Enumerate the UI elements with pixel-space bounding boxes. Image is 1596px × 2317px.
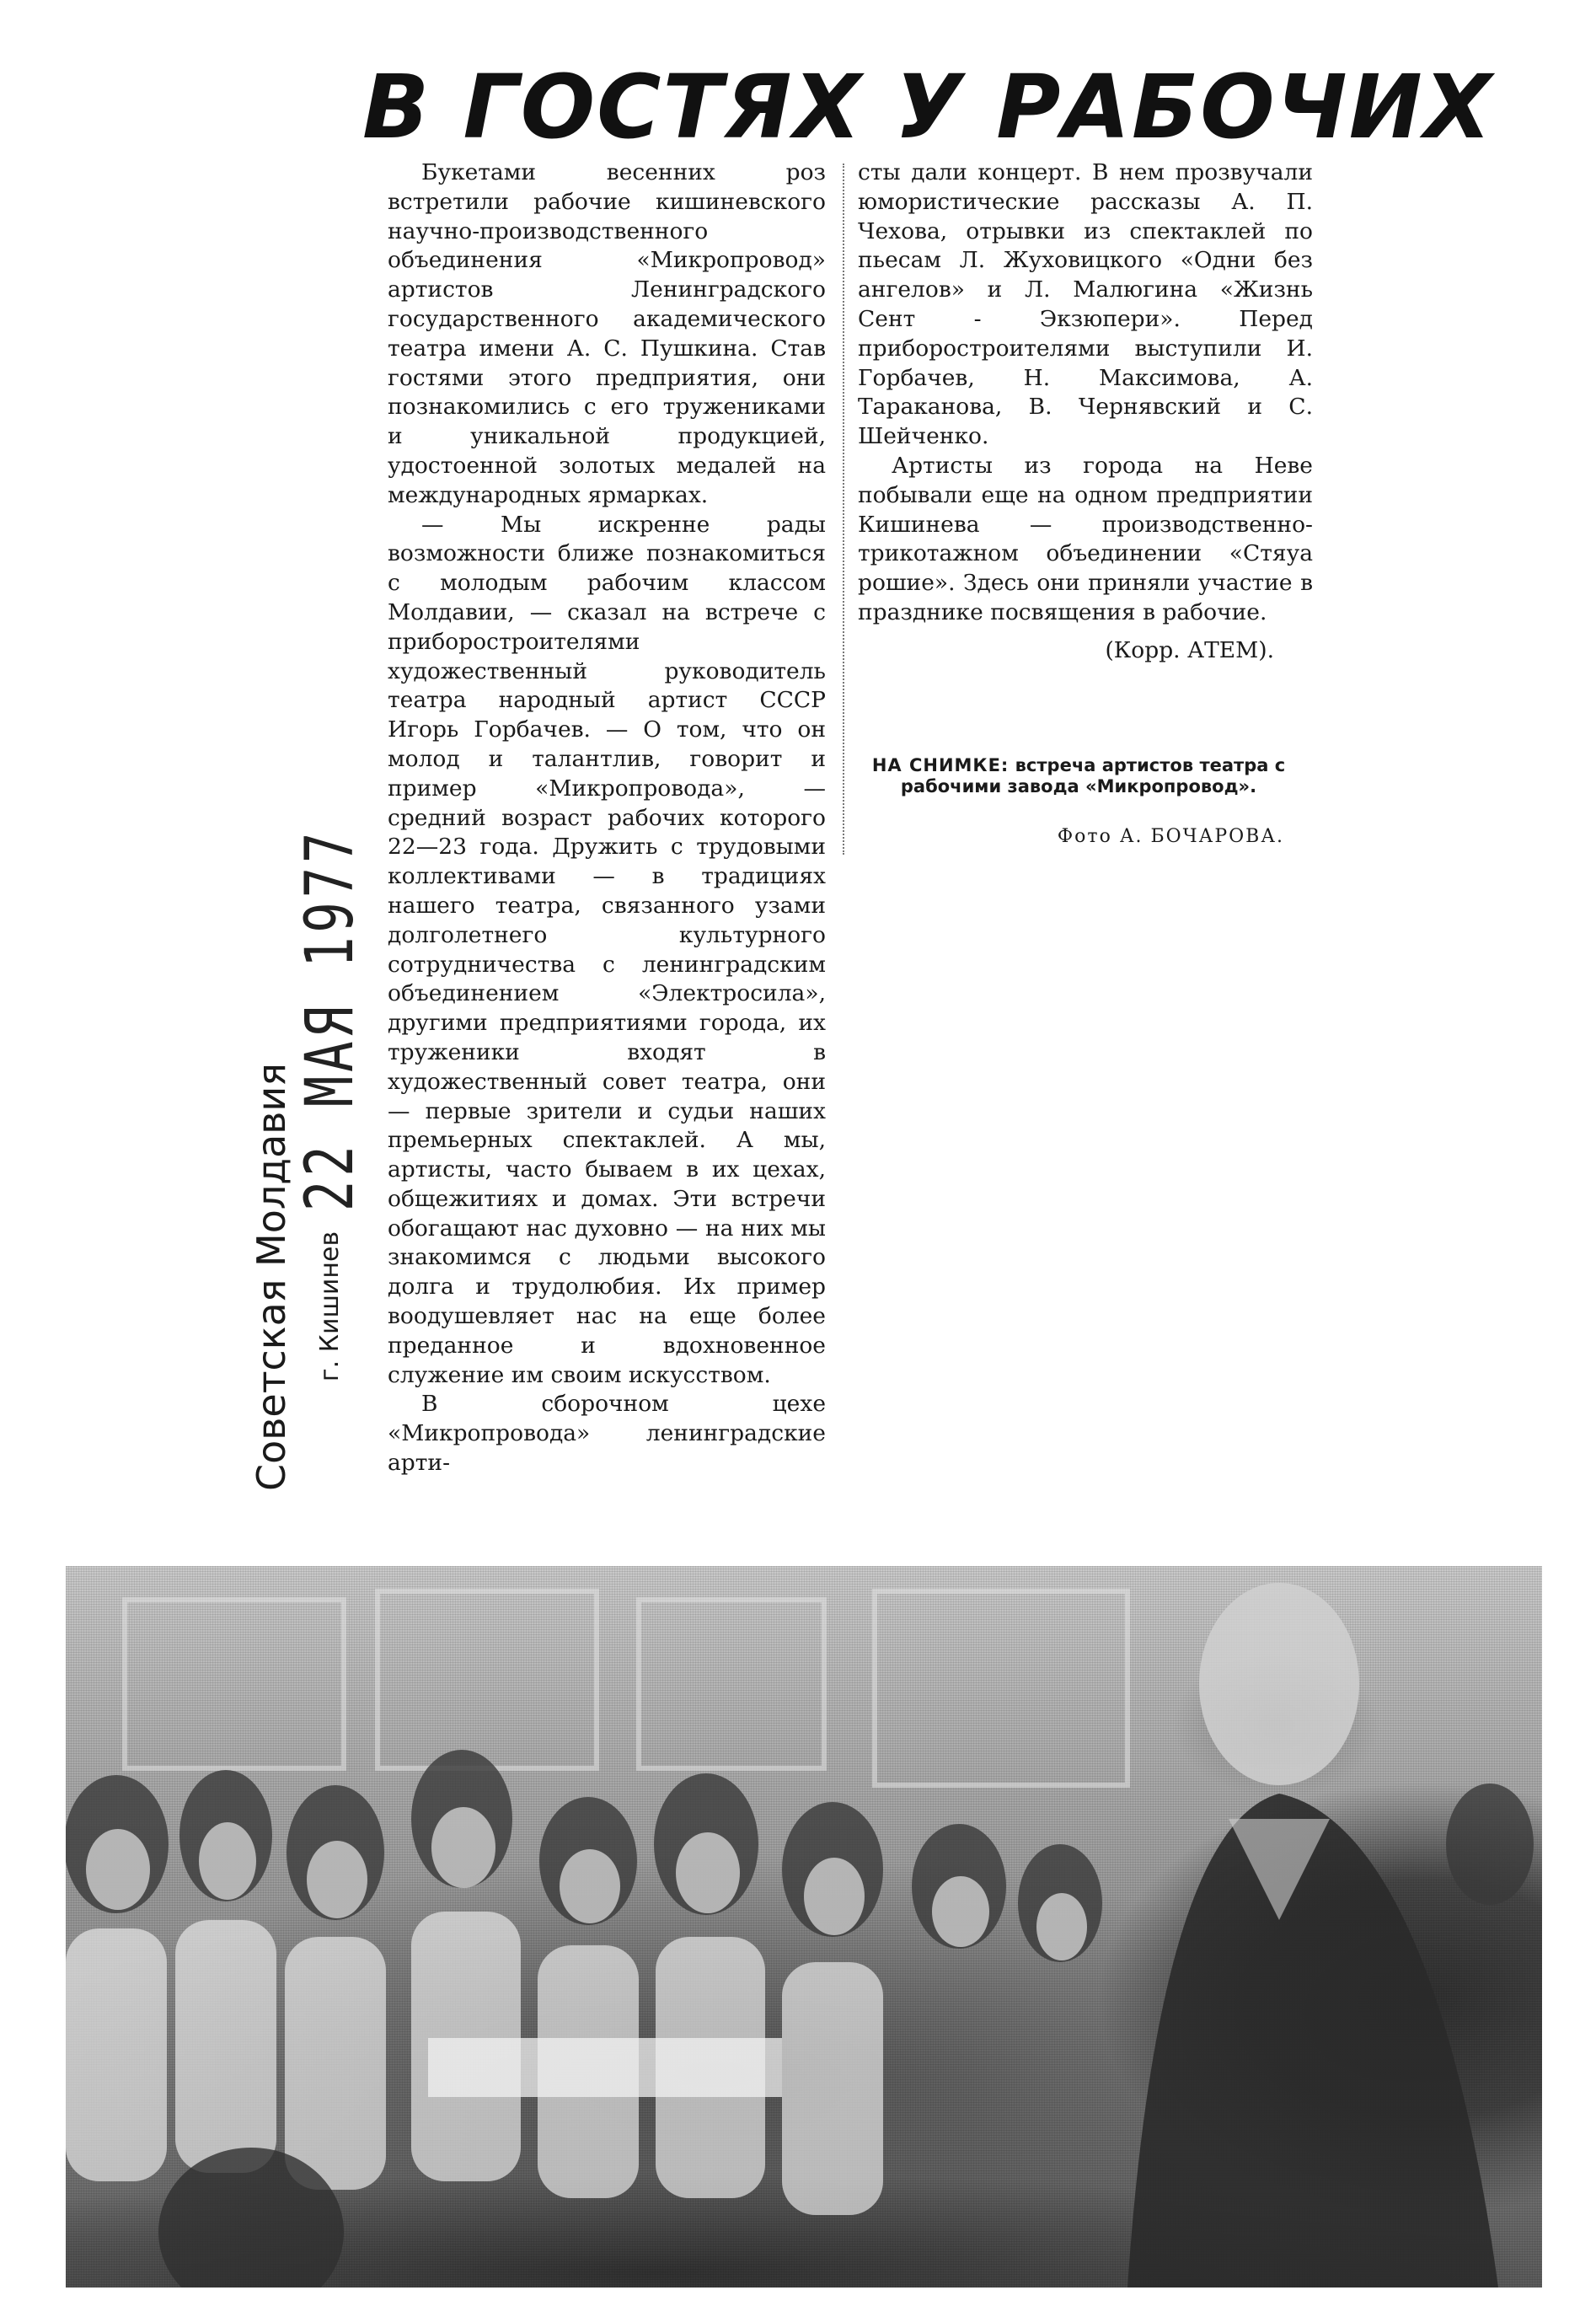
paragraph: В сборочном цехе «Микропровода» ленинградские арти- xyxy=(388,1391,826,1477)
caption-label: НА СНИМКЕ: xyxy=(871,755,1010,775)
photo-credit: Фото А. БОЧАРОВА. xyxy=(1057,826,1284,847)
article-column-left xyxy=(388,158,826,1478)
date-stamp-text: 22 МАЯ 1977 xyxy=(292,828,368,1212)
photo-scene xyxy=(66,1566,1542,2288)
actor-figure xyxy=(1127,1583,1498,2288)
paragraph: Букетами весенних роз встретили рабочие кишиневского научно-производственного объединения «Микропровод» артистов Ленинградского государственного академического театра имени А. С. Пушкина. Став гостями этого предприятия, они познакомились с его тружениками и уникальной продукцией, удостоенной золотых медалей на международных ярмарках. xyxy=(388,159,826,508)
author-signature: (Корр. АТЕМ). xyxy=(1105,636,1274,663)
newspaper-name-text: Советская Молдавия xyxy=(249,1063,294,1491)
article-headline: В ГОСТЯХ У РАБОЧИХ xyxy=(362,56,1493,158)
paragraph: Артисты из города на Неве побывали еще на одном предприятии Кишинева — производственно-трикотажном объединении «Стяуа рошие». Здесь они приняли участие в празднике посвящения в рабочие. xyxy=(858,452,1313,625)
photo-caption xyxy=(851,755,1306,797)
caption-text: встреча артистов театра с рабочими завода «Микропровод». xyxy=(900,755,1286,796)
article-column-right xyxy=(858,158,1313,666)
paragraph: — Мы искренне рады возможности ближе познакомиться с молодым рабочим классом Молдавии, — сказал на встрече с приборостроителями художественный руководитель театра народный артист СССР Игорь Горбачев. — О том, что он молод и талантлив, говорит и пример «Микропровода», — средний возраст рабочих которого 22—23 года. Дружить с трудовыми коллективами — в традициях нашего театра, связанного узами долголетнего культурного сотрудничества с ленинградским объединением «Электросила», другими предприятиями города, их труженики входят в художественный совет театра, они — первые зрители и судьи наших премьерных спектаклей. А мы, артисты, часто бываем в их цехах, общежитиях и домах. Эти встречи обогащают нас духовно — на них мы знакомимся с людьми высокого долга и трудолюбия. Их пример воодушевляет нас на еще более преданное и вдохновенное служение им своим искусством. xyxy=(388,511,826,1388)
paragraph: сты дали концерт. В нем прозвучали юмористические рассказы А. П. Чехова, отрывки из спектаклей по пьесам Л. Жуховицкого «Одни без ангелов» и Л. Малюгина «Жизнь Сент - Экзюпери». Перед приборостроителями выступили И. Горбачев, Н. Максимова, А. Тараканова, В. Чернявский и С. Шейченко. xyxy=(858,159,1313,450)
article-photo xyxy=(66,1566,1542,2288)
city-text: г. Кишинев xyxy=(315,1231,345,1382)
column-divider xyxy=(843,164,844,855)
work-table xyxy=(428,2038,782,2097)
window-frames xyxy=(125,1591,1127,1785)
